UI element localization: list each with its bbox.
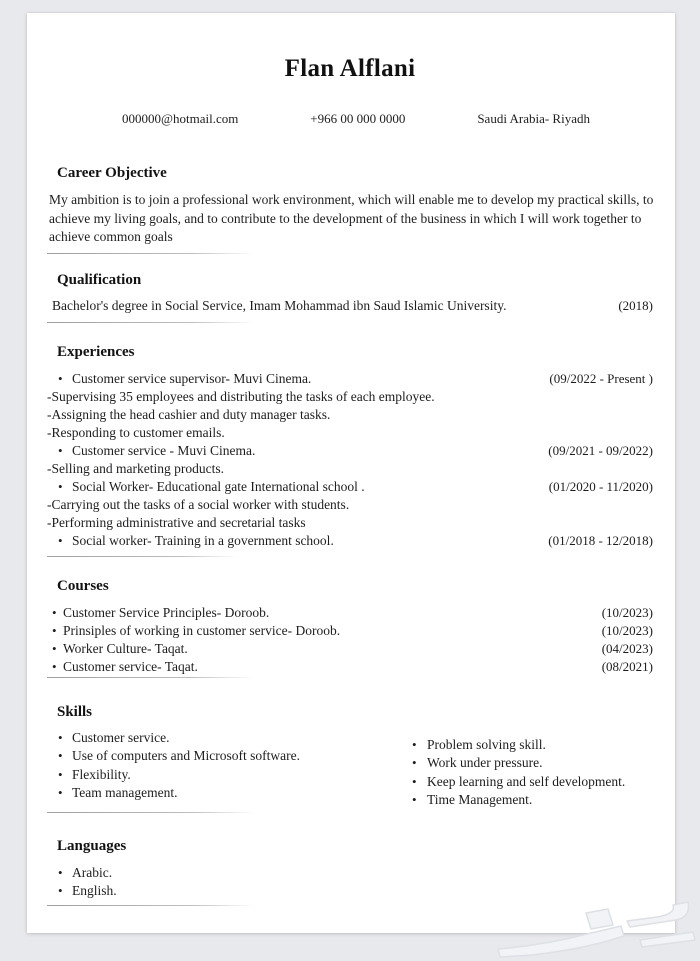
experience-detail: -Assigning the head cashier and duty manager tasks. [47, 406, 331, 422]
skill-item: • Time Management. [412, 791, 653, 810]
contact-email: 000000@hotmail.com [122, 111, 239, 126]
course-list [47, 604, 653, 676]
skill-item: • Problem solving skill. [412, 736, 653, 755]
skill-item: • Team management. [47, 784, 412, 803]
section-divider [47, 322, 254, 323]
experience-list [47, 370, 653, 550]
skill-item: • Customer service. [47, 729, 412, 748]
resume-page [27, 13, 675, 933]
course-date: (10/2023) [601, 604, 653, 620]
section-divider [47, 905, 254, 906]
section-divider [47, 812, 254, 813]
candidate-name: Flan Alflani [284, 55, 416, 82]
qualification-text: Bachelor's degree in Social Service, Imam Mohammad ibn Saud Islamic University. [52, 297, 507, 313]
experience-date: (01/2018 - 12/2018) [548, 532, 653, 548]
skills-columns [47, 729, 653, 810]
section-divider [47, 556, 237, 557]
course-title: • Customer service- Taqat. [63, 658, 198, 674]
skill-item: • Work under pressure. [412, 754, 653, 773]
experience-date: (09/2021 - 09/2022) [548, 442, 653, 458]
section-heading-skills: Skills [57, 703, 93, 720]
section-divider [47, 677, 254, 678]
skill-item: • Keep learning and self development. [412, 773, 653, 792]
course-date: (10/2023) [601, 622, 653, 638]
skill-item: • Flexibility. [47, 766, 412, 785]
section-heading-experiences: Experiences [57, 343, 135, 360]
skills-column-right [412, 736, 653, 810]
section-heading-courses: Courses [57, 577, 109, 594]
experience-detail: -Carrying out the tasks of a social worker with students. [47, 496, 350, 512]
course-date: (08/2021) [601, 658, 653, 674]
course-date: (04/2023) [601, 640, 653, 656]
section-heading-languages: Languages [57, 837, 127, 854]
experience-detail: -Selling and marketing products. [47, 460, 224, 476]
section-heading-career-objective: Career Objective [57, 165, 167, 181]
skill-item: • Use of computers and Microsoft software. [47, 747, 412, 766]
experience-entry [47, 532, 653, 550]
course-entry [47, 640, 653, 658]
experience-detail: -Responding to customer emails. [47, 424, 225, 440]
experience-title: • Customer service supervisor- Muvi Cinema. [72, 370, 312, 386]
experience-entry [47, 442, 653, 460]
contact-row [47, 111, 653, 127]
experience-title: • Social worker- Training in a government school. [72, 532, 334, 548]
experience-date: (01/2020 - 11/2020) [548, 478, 653, 494]
experience-title: • Social Worker- Educational gate International school . [72, 478, 365, 494]
language-item: • English. [47, 882, 653, 900]
resume-content [27, 13, 675, 906]
course-entry [47, 604, 653, 622]
contact-location: Saudi Arabia- Riyadh [477, 111, 590, 126]
language-item: • Arabic. [47, 864, 653, 882]
language-list [47, 864, 653, 900]
experience-title: • Customer service - Muvi Cinema. [72, 442, 256, 458]
experience-detail: -Performing administrative and secretarial tasks [47, 514, 306, 530]
section-heading-qualification: Qualification [57, 271, 142, 288]
experience-date: (09/2022 - Present ) [549, 370, 653, 386]
experience-entry [47, 478, 653, 496]
course-title: • Worker Culture- Taqat. [63, 640, 188, 656]
career-objective-text: My ambition is to join a professional work environment, which will enable me to develop my practical skills, to achieve my living goals, and to contribute to the development of the business in which I will work together to achieve common goals [49, 192, 654, 244]
contact-phone: +966 00 000 0000 [310, 111, 406, 126]
skills-column-left [47, 729, 412, 810]
section-divider [47, 253, 254, 254]
course-entry [47, 658, 653, 676]
qualification-date: (2018) [618, 297, 653, 313]
qualification-entry [47, 297, 653, 315]
experience-entry [47, 370, 653, 388]
experience-detail: -Supervising 35 employees and distributing the tasks of each employee. [47, 388, 435, 404]
course-title: • Customer Service Principles- Doroob. [63, 604, 270, 620]
course-title: • Prinsiples of working in customer service- Doroob. [63, 622, 341, 638]
course-entry [47, 622, 653, 640]
